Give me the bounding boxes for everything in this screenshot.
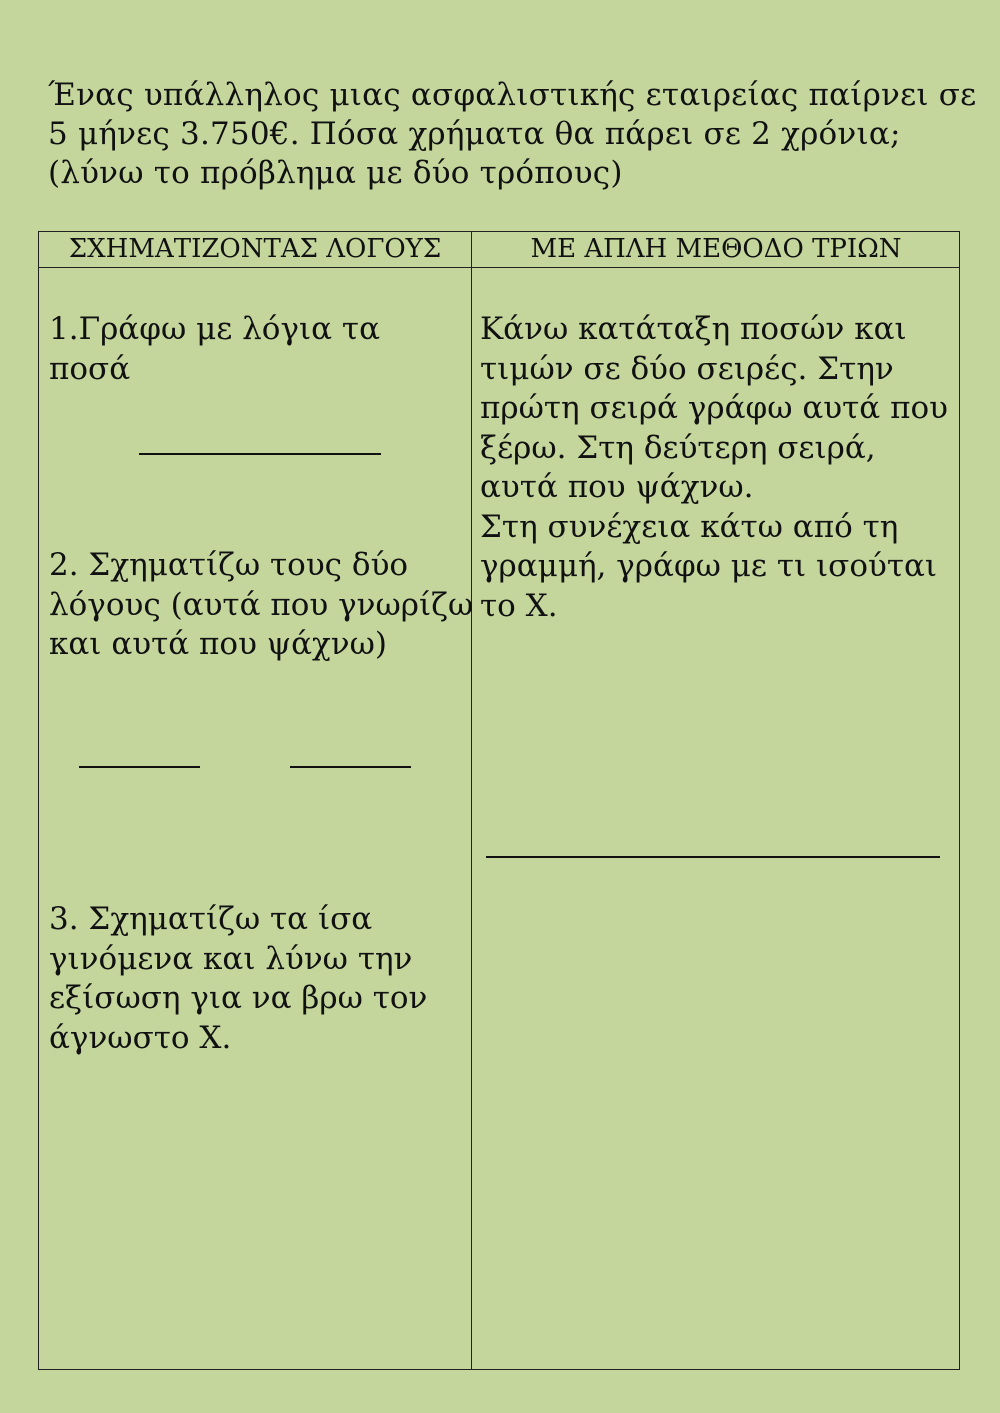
- step-2-instruction: [49, 546, 473, 665]
- instruction-line: αυτά που ψάχνω.: [480, 469, 754, 505]
- header-ratios: ΣΧΗΜΑΤΙΖΟΝΤΑΣ ΛΟΓΟΥΣ: [68, 234, 442, 264]
- header-rule-of-three: ΜΕ ΑΠΛΗ ΜΕΘΟΔΟ ΤΡΙΩΝ: [530, 234, 902, 264]
- instruction-line: Κάνω κατάταξη ποσών και: [480, 311, 907, 347]
- step-line: εξίσωση για να βρω τον: [49, 980, 428, 1016]
- step-1-instruction: [49, 310, 380, 389]
- solution-table: [38, 231, 960, 1370]
- step-line: λόγους (αυτά που γνωρίζω: [49, 586, 474, 623]
- instruction-line: γραμμή, γράφω με τι ισούται: [480, 548, 938, 584]
- step-line: 1.Γράφω με λόγια τα: [49, 311, 381, 347]
- instruction-line: πρώτη σειρά γράφω αυτά που: [480, 390, 948, 426]
- instruction-line: Στη συνέχεια κάτω από τη: [480, 508, 899, 545]
- step-line: ποσά: [49, 350, 131, 387]
- problem-line: Ένας υπάλληλος μιας ασφαλιστικής εταιρείας παίρνει σε: [48, 77, 977, 113]
- step-line: 3. Σχηματίζω τα ίσα: [49, 901, 373, 937]
- step-line: και αυτά που ψάχνω): [49, 626, 388, 662]
- rule-of-three-instruction: [480, 310, 948, 626]
- fraction-line-left: [79, 766, 200, 768]
- rule-of-three-line: [486, 856, 940, 858]
- instruction-line: τιμών σε δύο σειρές. Στην: [480, 350, 894, 387]
- instruction-line: το Χ.: [480, 587, 558, 624]
- instruction-line: ξέρω. Στη δεύτερη σειρά,: [480, 429, 876, 466]
- step-line: γινόμενα και λύνω την: [49, 940, 413, 977]
- problem-line: (λύνω το πρόβλημα με δύο τρόπους): [48, 155, 623, 191]
- fraction-line-right: [290, 766, 411, 768]
- column-divider: [471, 232, 472, 1369]
- step-line: 2. Σχηματίζω τους δύο: [49, 547, 409, 583]
- problem-statement: [48, 76, 977, 193]
- step-line: άγνωστο Χ.: [49, 1019, 232, 1056]
- header-divider: [39, 267, 959, 268]
- answer-line-step-1: [139, 453, 381, 455]
- problem-line: 5 μήνες 3.750€. Πόσα χρήματα θα πάρει σε 2 χρόνια;: [48, 116, 901, 152]
- step-3-instruction: [49, 900, 427, 1058]
